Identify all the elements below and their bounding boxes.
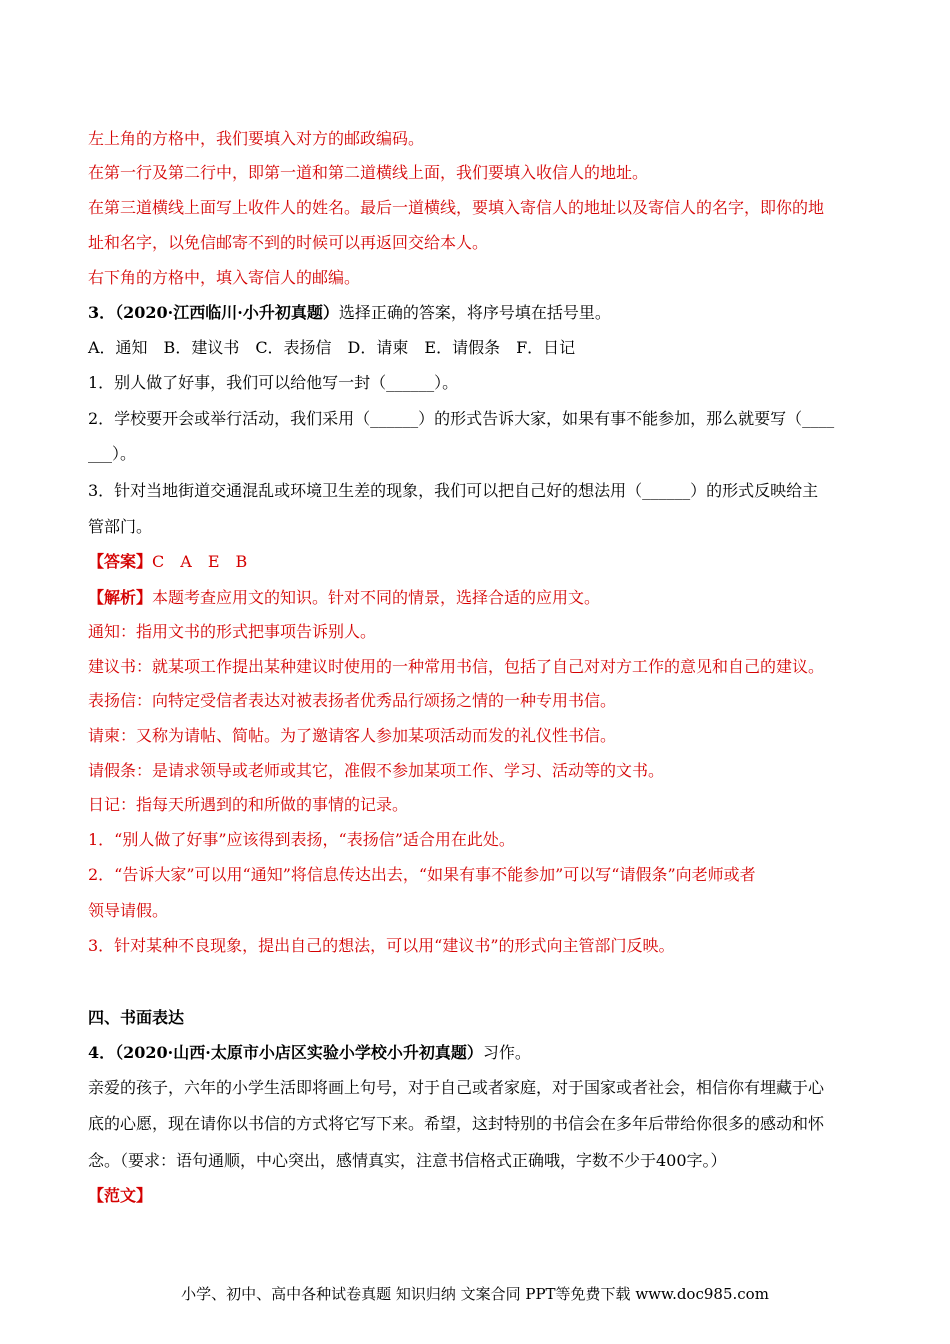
answer-line bbox=[88, 551, 868, 573]
explanation-line: 左上角的方格中，我们要填入对方的邮政编码。 bbox=[88, 129, 425, 148]
analysis-item: 建议书：就某项工作提出某种建议时使用的一种常用书信，包括了自己对对方工作的意见和自己的建议。 bbox=[88, 657, 825, 676]
question-4-title bbox=[88, 1042, 868, 1064]
question-number: 3． bbox=[88, 303, 116, 322]
question-options: A．通知 B．建议书 C．表扬信 D．请柬 E．请假条 F．日记 bbox=[88, 338, 576, 357]
analysis-item: 1．“别人做了好事”应该得到表扬，“表扬信”适合用在此处。 bbox=[88, 830, 515, 849]
question-source: （2020·江西临川·小升初真题） bbox=[115, 303, 339, 322]
question-text: 底的心愿，现在请你以书信的方式将它写下来。希望，这封特别的书信会在多年后带给你很多的感动和怀 bbox=[88, 1114, 825, 1133]
analysis-item: 2．“告诉大家”可以用“通知”将信息传达出去，“如果有事不能参加”可以写“请假条”向老师或者 bbox=[88, 865, 756, 884]
analysis-item: 领导请假。 bbox=[88, 901, 169, 920]
explanation-line: 址和名字，以免信邮寄不到的时候可以再返回交给本人。 bbox=[88, 233, 489, 252]
question-item: 管部门。 bbox=[88, 517, 153, 536]
explanation-line: 在第三道横线上面写上收件人的姓名。最后一道横线，要填入寄信人的地址以及寄信人的名字，即你的地 bbox=[88, 198, 825, 217]
question-prompt: 选择正确的答案，将序号填在括号里。 bbox=[338, 303, 611, 322]
question-text: 念。（要求：语句通顺，中心突出，感情真实，注意书信格式正确哦，字数不少于400字。） bbox=[88, 1151, 727, 1170]
question-number: 4． bbox=[88, 1043, 116, 1062]
answer-tag: 【答案】 bbox=[88, 552, 153, 571]
question-prompt: 习作。 bbox=[482, 1043, 531, 1062]
question-item: 3．针对当地街道交通混乱或环境卫生差的现象，我们可以把自己好的想法用（______）的形式反映给主 bbox=[88, 481, 819, 500]
section-heading: 四、书面表达 bbox=[88, 1008, 185, 1027]
explanation-line: 右下角的方格中，填入寄信人的邮编。 bbox=[88, 268, 361, 287]
analysis-line bbox=[88, 587, 868, 609]
analysis-item: 3．针对某种不良现象，提出自己的想法，可以用“建议书”的形式向主管部门反映。 bbox=[88, 936, 675, 955]
model-essay-tag: 【范文】 bbox=[88, 1186, 153, 1205]
question-source: （2020·山西·太原市小店区实验小学校小升初真题） bbox=[115, 1043, 483, 1062]
analysis-intro: 本题考查应用文的知识。针对不同的情景，选择合适的应用文。 bbox=[152, 588, 601, 607]
analysis-item: 表扬信：向特定受信者表达对被表扬者优秀品行颂扬之情的一种专用书信。 bbox=[88, 691, 617, 710]
answer-value: C A E B bbox=[152, 552, 248, 571]
page-footer: 小学、初中、高中各种试卷真题 知识归纳 文案合同 PPT等免费下载 www.doc985.com bbox=[181, 1285, 769, 1303]
analysis-item: 请柬：又称为请帖、简帖。为了邀请客人参加某项活动而发的礼仪性书信。 bbox=[88, 726, 617, 745]
question-3-title bbox=[88, 302, 868, 324]
analysis-tag: 【解析】 bbox=[88, 588, 153, 607]
analysis-item: 通知：指用文书的形式把事项告诉别人。 bbox=[88, 622, 377, 641]
analysis-item: 日记：指每天所遇到的和所做的事情的记录。 bbox=[88, 795, 409, 814]
question-text: 亲爱的孩子，六年的小学生活即将画上句号，对于自己或者家庭，对于国家或者社会，相信你有埋藏于心 bbox=[88, 1078, 825, 1097]
question-item: 1．别人做了好事，我们可以给他写一封（______）。 bbox=[88, 373, 459, 392]
analysis-item: 请假条：是请求领导或老师或其它，准假不参加某项工作、学习、活动等的文书。 bbox=[88, 761, 665, 780]
explanation-line: 在第一行及第二行中，即第一道和第二道横线上面，我们要填入收信人的地址。 bbox=[88, 163, 649, 182]
question-item: 2．学校要开会或举行活动，我们采用（______）的形式告诉大家，如果有事不能参加，那么就要写（____ bbox=[88, 409, 835, 428]
question-item: ___）。 bbox=[88, 444, 137, 463]
